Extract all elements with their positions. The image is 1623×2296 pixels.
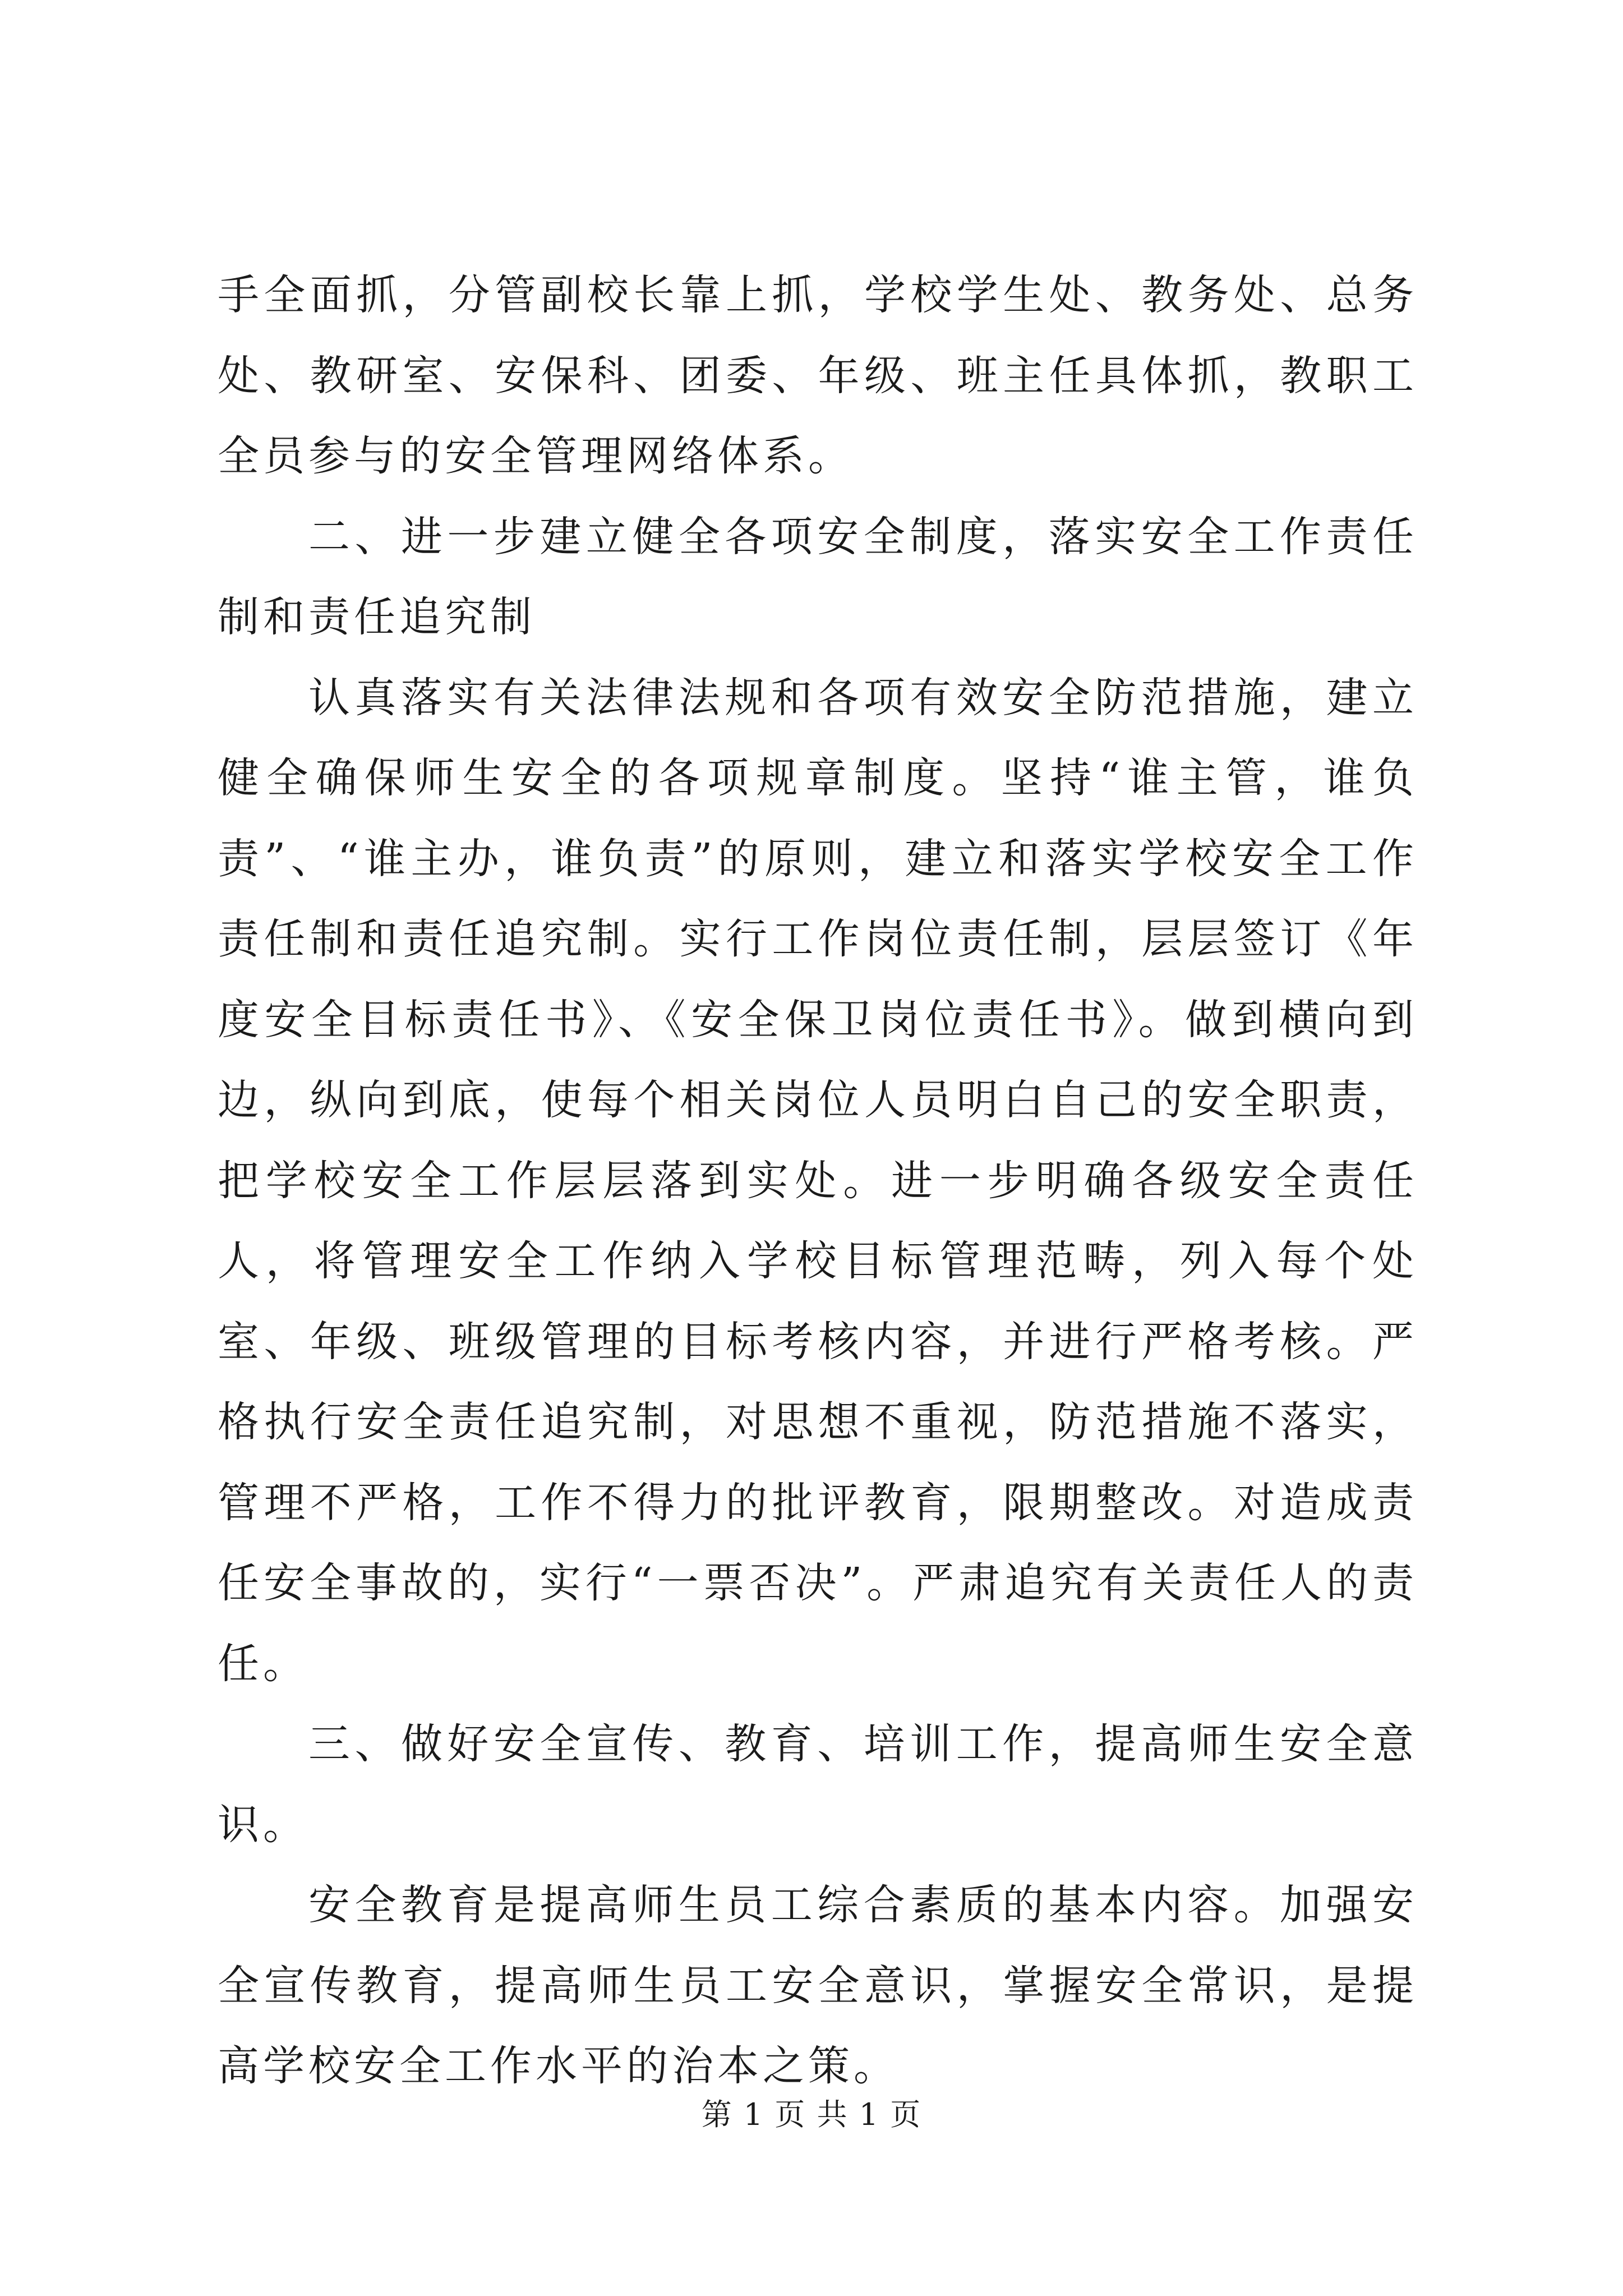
document-body [218, 255, 1418, 2107]
section-heading-2: 二、进一步建立健全各项安全制度，落实安全工作责任制和责任追究制 [218, 512, 1418, 641]
section-heading-3: 三、做好安全宣传、教育、培训工作，提高师生安全意识。 [218, 1720, 1418, 1849]
paragraph-continuation: 手全面抓，分管副校长靠上抓，学校学生处、教务处、总务处、教研室、安保科、团委、年级、班主任具体抓，教职工全员参与的安全管理网络体系。 [218, 271, 1418, 480]
paragraph-responsibility: 认真落实有关法律法规和各项有效安全防范措施，建立健全确保师生安全的各项规章制度。坚持“谁主管，谁负责”、“谁主办，谁负责”的原则，建立和落实学校安全工作责任制和责任追究制。实行工作岗位责任制，层层签订《年度安全目标责任书》、《安全保卫岗位责任书》。做到横向到边，纵向到底，使每个相关岗位人员明白自己的安全职责，把学校安全工作层层落到实处。进一步明确各级安全责任人，将管理安全工作纳入学校目标管理范畴，列入每个处室、年级、班级管理的目标考核内容，并进行严格考核。严格执行安全责任追究制，对思想不重视，防范措施不落实，管理不严格，工作不得力的批评教育，限期整改。对造成责任安全事故的，实行“一票否决”。严肃追究有关责任人的责任。 [218, 673, 1418, 1688]
page-footer: 第 1 页 共 1 页 [701, 2097, 922, 2132]
paragraph-safety-education: 安全教育是提高师生员工综合素质的基本内容。加强安全宣传教育，提高师生员工安全意识，掌握安全常识，是提高学校安全工作水平的治本之策。 [218, 1881, 1418, 2090]
